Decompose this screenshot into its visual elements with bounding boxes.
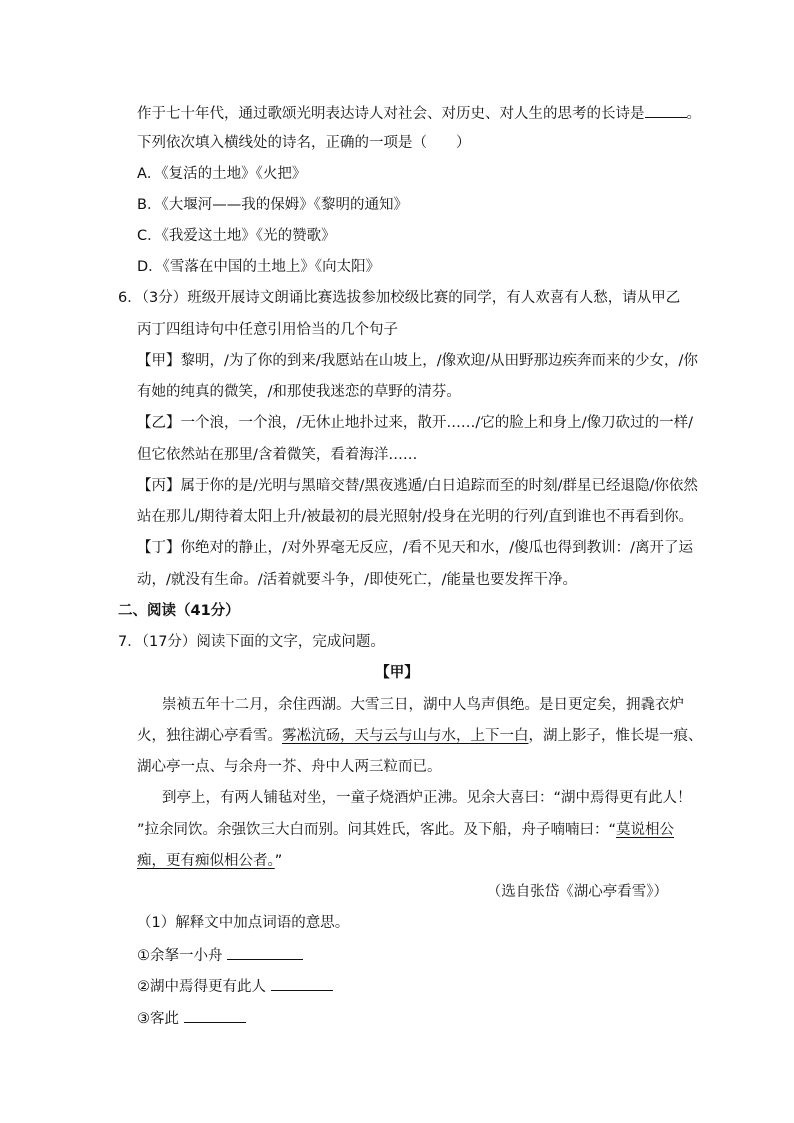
q6-poem-ding-line1: 【丁】你绝对的静止，/对外界毫无反应，/看不见天和水，/傻瓜也得到教训：/离开了运 (137, 540, 694, 556)
q7-sub1-item-2: ②湖中焉得更有此人 (137, 976, 333, 997)
q6-stem-line1: 6．（3分）班级开展诗文朗诵比赛选拔参加校级比赛的同学，有人欢喜有人愁，请从甲乙 (118, 290, 681, 306)
underlined-phrase: 莫说相公 (616, 822, 675, 838)
passage-p2-line1: 到亭上，有两人铺毡对坐，一童子烧酒炉正沸。见余大喜曰：“湖中焉得更有此人！ (162, 790, 692, 806)
section-heading-reading: 二、阅读（41分） (118, 603, 240, 619)
q5-option-a[interactable]: A．《复活的土地》《火把》 (137, 166, 307, 182)
q7-stem: 7．（17分）阅读下面的文字，完成问题。 (118, 634, 385, 650)
q6-poem-bing-line1: 【丙】属于你的是/光明与黑暗交替/黑夜逃遁/白日追踪而至的时刻/群星已经退隐/你依然 (137, 478, 698, 494)
q7-sub1-item-1: ①余拏一小舟 (137, 945, 303, 966)
answer-blank[interactable] (227, 945, 303, 960)
underlined-phrase: 雾凇沆砀，天与云与山与水，上下一白 (282, 728, 529, 744)
q5-stem-line1: 作于七十年代，通过歌颂光明表达诗人对社会、对历史、对人生的思考的长诗是 。 (137, 103, 701, 124)
q5-option-c[interactable]: C．《我爱这土地》《光的赞歌》 (137, 228, 336, 244)
passage-title: 【甲】 (375, 665, 419, 681)
q6-poem-ding-line2: 动，/就没有生命。/活着就要斗争，/即使死亡，/能量也要发挥干净。 (137, 572, 578, 588)
passage-p1-line3: 湖心亭一点、与余舟一芥、舟中人两三粒而已。 (137, 759, 442, 775)
passage-source: （选自张岱《湖心亭看雪》） (486, 884, 668, 900)
underlined-phrase: 痴，更有痴似相公者。 (137, 853, 275, 869)
q6-poem-jia-line1: 【甲】黎明，/为了你的到来/我愿站在山坡上，/像欢迎/从田野那边疾奔而来的少女，/你 (137, 353, 698, 369)
q6-poem-yi-line1: 【乙】一个浪，一个浪，/无休止地扑过来，散开……/它的脸上和身上/像刀砍过的一样/ (137, 415, 694, 431)
q5-option-b[interactable]: B．《大堰河——我的保姆》《黎明的通知》 (137, 197, 408, 213)
answer-blank[interactable] (271, 976, 333, 991)
answer-blank[interactable] (645, 103, 687, 118)
q7-sub1-item-3: ③客此 (137, 1008, 246, 1029)
passage-p2-line2: ”拉余同饮。余强饮三大白而别。问其姓氏，客此。及下船，舟子喃喃曰：“莫说相公 (137, 822, 675, 838)
passage-p1-line2: 火，独往湖心亭看雪。雾凇沆砀，天与云与山与水，上下一白，湖上影子，惟长堤一痕、 (137, 728, 703, 744)
q7-sub1-stem: （1）解释文中加点词语的意思。 (137, 915, 350, 931)
q6-poem-yi-line2: 但它依然站在那里/含着微笑，看着海洋…… (137, 447, 418, 463)
q5-stem-line2: 下列依次填入横线处的诗名，正确的一项是（ ） (137, 135, 471, 151)
q5-option-d[interactable]: D．《雪落在中国的土地上》《向太阳》 (137, 259, 381, 275)
q6-stem-line2: 丙丁四组诗句中任意引用恰当的几个句子 (137, 322, 398, 338)
passage-p2-line3: 痴，更有痴似相公者。” (137, 853, 283, 869)
q6-poem-bing-line2: 站在那儿/期待着太阳上升/被最初的晨光照射/投身在光明的行列/直到谁也不再看到你。 (137, 509, 694, 525)
q6-poem-jia-line2: 有她的纯真的微笑，/和那使我迷恋的草野的清芬。 (137, 384, 461, 400)
answer-blank[interactable] (184, 1008, 246, 1023)
passage-p1-line1: 崇祯五年十二月，余住西湖。大雪三日，湖中人鸟声俱绝。是日更定矣，拥毳衣炉 (162, 697, 684, 713)
